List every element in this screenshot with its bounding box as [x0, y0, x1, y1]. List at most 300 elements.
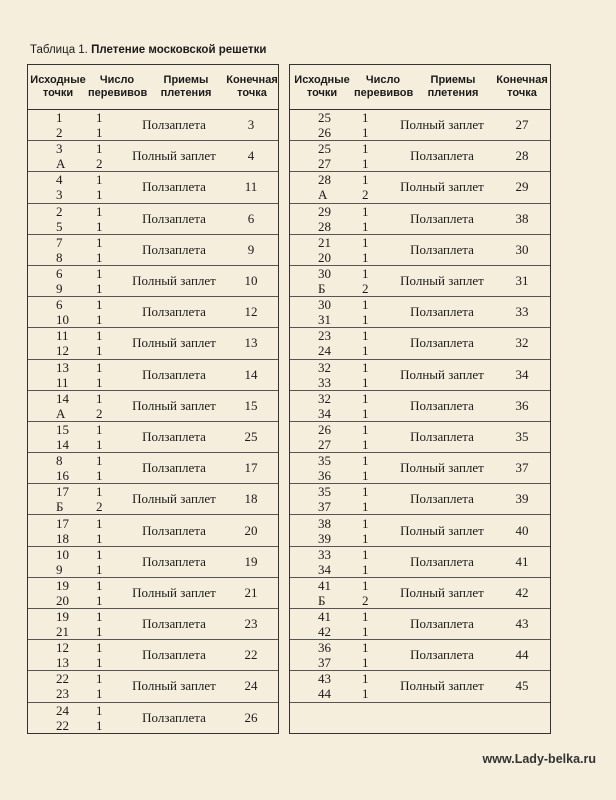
twist-count-cell: [350, 422, 390, 452]
start-point-1: 4: [56, 172, 63, 188]
twist-count-2: 1: [362, 125, 369, 141]
twist-count-cell: [350, 297, 390, 327]
end-point-cell: 41: [515, 553, 529, 569]
start-points-cell: [290, 360, 350, 390]
twist-count-cell: [350, 516, 390, 546]
start-points-cell: [28, 204, 84, 234]
start-point-2: 5: [56, 218, 63, 234]
twist-count-cell: [84, 204, 124, 234]
header-start-points: Исходные точки: [294, 74, 350, 99]
start-points-cell: [290, 266, 350, 296]
twist-count-1: 1: [96, 297, 103, 313]
twist-count-cell: [84, 141, 124, 171]
technique-cell: Ползаплета: [142, 179, 206, 195]
twist-count-1: 1: [96, 203, 103, 219]
twist-count-1: 1: [362, 640, 369, 656]
table-row: [290, 484, 550, 515]
table-row: [28, 515, 278, 546]
start-point-2: 10: [56, 312, 69, 328]
caption-prefix: Таблица 1.: [30, 44, 88, 56]
end-point-cell: 30: [515, 241, 529, 257]
end-point-cell: 14: [244, 366, 258, 382]
start-point-2: А: [318, 187, 328, 203]
start-point-2: 37: [318, 499, 331, 515]
twist-count-cell: [84, 703, 124, 733]
table-row: [290, 141, 550, 172]
technique-cell: Ползаплета: [410, 428, 474, 444]
start-points-cell: [28, 391, 84, 421]
twist-count-1: 1: [96, 515, 103, 531]
technique-cell: Ползаплета: [142, 428, 206, 444]
twist-count-1: 1: [96, 390, 103, 406]
start-point-1: 26: [318, 421, 331, 437]
start-point-1: 41: [318, 577, 331, 593]
start-points-cell: [290, 204, 350, 234]
end-point-cell: 31: [515, 273, 529, 289]
twist-count-1: 1: [362, 328, 369, 344]
table-row: [290, 235, 550, 266]
table-row: [28, 547, 278, 578]
end-point-cell: 21: [244, 584, 258, 600]
header-twist-count: Число перевивов: [354, 74, 414, 99]
twist-count-cell: [350, 235, 390, 265]
end-point-cell: 4: [247, 148, 255, 164]
start-point-2: 42: [318, 624, 331, 640]
end-point-cell: 44: [515, 647, 529, 663]
technique-cell: Полный заплет: [132, 491, 216, 507]
start-point-1: 13: [56, 359, 69, 375]
start-point-1: 29: [318, 203, 331, 219]
start-point-1: 7: [56, 234, 63, 250]
technique-cell: Ползаплета: [410, 335, 474, 351]
twist-count-cell: [350, 266, 390, 296]
table-row: [290, 422, 550, 453]
twist-count-2: 1: [362, 468, 369, 484]
start-points-cell: [290, 484, 350, 514]
table-row: [28, 297, 278, 328]
end-point-cell: 19: [244, 553, 258, 569]
twist-count-cell: [84, 328, 124, 358]
start-points-cell: [28, 671, 84, 701]
start-points-cell: [28, 516, 84, 546]
twist-count-1: 1: [96, 110, 103, 126]
twist-count-1: 1: [362, 515, 369, 531]
twist-count-1: 1: [362, 671, 369, 687]
start-points-cell: [28, 266, 84, 296]
technique-cell: Ползаплета: [142, 616, 206, 632]
twist-count-2: 1: [362, 374, 369, 390]
table-row: [290, 640, 550, 671]
start-point-1: 1: [56, 110, 63, 126]
end-point-cell: 24: [244, 678, 258, 694]
table-row: [28, 609, 278, 640]
twist-count-cell: [350, 360, 390, 390]
start-points-cell: [290, 328, 350, 358]
twist-count-cell: [350, 671, 390, 701]
start-points-cell: [290, 671, 350, 701]
start-point-1: 15: [56, 421, 69, 437]
technique-cell: Ползаплета: [142, 460, 206, 476]
start-points-cell: [28, 360, 84, 390]
technique-cell: Полный заплет: [400, 584, 484, 600]
start-points-cell: [28, 422, 84, 452]
twist-count-cell: [84, 578, 124, 608]
table-row: [28, 266, 278, 297]
start-points-cell: [290, 172, 350, 202]
start-points-cell: [290, 609, 350, 639]
end-point-cell: 29: [515, 179, 529, 195]
technique-cell: Ползаплета: [142, 647, 206, 663]
end-point-cell: 9: [247, 241, 255, 257]
start-point-2: 20: [318, 249, 331, 265]
twist-count-2: 1: [96, 686, 103, 702]
twist-count-cell: [84, 110, 124, 140]
table-left: [27, 64, 279, 734]
twist-count-cell: [350, 328, 390, 358]
table-row: [290, 609, 550, 640]
twist-count-2: 1: [362, 686, 369, 702]
twist-count-cell: [84, 297, 124, 327]
start-point-1: 30: [318, 266, 331, 282]
start-points-cell: [28, 141, 84, 171]
start-point-1: 17: [56, 484, 69, 500]
twist-count-1: 1: [96, 546, 103, 562]
start-point-1: 35: [318, 453, 331, 469]
header-technique: Приемы плетения: [427, 74, 479, 99]
start-point-1: 30: [318, 297, 331, 313]
technique-cell: Ползаплета: [410, 304, 474, 320]
start-point-2: 9: [56, 281, 63, 297]
twist-count-1: 1: [96, 577, 103, 593]
twist-count-cell: [84, 516, 124, 546]
twist-count-2: 1: [96, 717, 103, 733]
end-point-cell: 6: [247, 210, 255, 226]
twist-count-cell: [84, 172, 124, 202]
end-point-cell: 33: [515, 304, 529, 320]
start-point-1: 22: [56, 671, 69, 687]
twist-count-1: 1: [96, 453, 103, 469]
technique-cell: Полный заплет: [132, 335, 216, 351]
table-row: [28, 391, 278, 422]
twist-count-1: 1: [96, 702, 103, 718]
twist-count-cell: [84, 391, 124, 421]
start-points-cell: [290, 453, 350, 483]
table-row: [28, 172, 278, 203]
twist-count-2: 2: [96, 156, 103, 172]
start-point-1: 10: [56, 546, 69, 562]
end-point-cell: 37: [515, 460, 529, 476]
twist-count-2: 1: [362, 343, 369, 359]
start-point-1: 17: [56, 515, 69, 531]
table-right: [289, 64, 551, 734]
twist-count-1: 1: [96, 141, 103, 157]
header-start-points: Исходные точки: [30, 74, 86, 99]
start-point-1: 43: [318, 671, 331, 687]
start-point-1: 25: [318, 141, 331, 157]
table-row: [290, 671, 550, 702]
twist-count-cell: [350, 204, 390, 234]
table-row: [290, 204, 550, 235]
start-point-2: 31: [318, 312, 331, 328]
table-header: [28, 65, 278, 110]
technique-cell: Ползаплета: [142, 366, 206, 382]
header-technique: Приемы плетения: [160, 74, 212, 99]
start-point-2: 20: [56, 592, 69, 608]
start-point-2: 14: [56, 436, 69, 452]
twist-count-cell: [350, 640, 390, 670]
start-point-2: 13: [56, 655, 69, 671]
twist-count-2: 1: [96, 187, 103, 203]
technique-cell: Полный заплет: [400, 179, 484, 195]
technique-cell: Ползаплета: [142, 210, 206, 226]
table-row: [28, 640, 278, 671]
start-point-1: 32: [318, 390, 331, 406]
twist-count-1: 1: [96, 359, 103, 375]
start-points-cell: [28, 235, 84, 265]
twist-count-1: 1: [362, 266, 369, 282]
twist-count-2: 1: [96, 125, 103, 141]
start-points-cell: [28, 640, 84, 670]
twist-count-1: 1: [96, 266, 103, 282]
start-point-2: А: [56, 405, 66, 421]
table-row: [290, 453, 550, 484]
start-points-cell: [28, 110, 84, 140]
table-row: [28, 484, 278, 515]
twist-count-2: 1: [96, 561, 103, 577]
twist-count-2: 1: [96, 655, 103, 671]
twist-count-cell: [84, 547, 124, 577]
start-point-1: 35: [318, 484, 331, 500]
technique-cell: Ползаплета: [410, 491, 474, 507]
technique-cell: Ползаплета: [410, 647, 474, 663]
twist-count-1: 1: [362, 234, 369, 250]
technique-cell: Полный заплет: [400, 366, 484, 382]
start-point-1: 21: [318, 234, 331, 250]
technique-cell: Полный заплет: [132, 584, 216, 600]
end-point-cell: 32: [515, 335, 529, 351]
twist-count-2: 1: [96, 436, 103, 452]
start-points-cell: [28, 703, 84, 733]
twist-count-2: 2: [96, 405, 103, 421]
twist-count-cell: [350, 484, 390, 514]
twist-count-2: 1: [362, 530, 369, 546]
end-point-cell: 17: [244, 460, 258, 476]
twist-count-1: 1: [362, 453, 369, 469]
table-row: [28, 204, 278, 235]
start-point-1: 12: [56, 640, 69, 656]
twist-count-2: 1: [362, 156, 369, 172]
technique-cell: Полный заплет: [400, 117, 484, 133]
start-point-2: Б: [318, 281, 326, 297]
table-row: [290, 172, 550, 203]
table-row: [28, 328, 278, 359]
start-point-1: 11: [56, 328, 69, 344]
end-point-cell: 45: [515, 678, 529, 694]
end-point-cell: 36: [515, 397, 529, 413]
start-points-cell: [290, 235, 350, 265]
twist-count-2: 1: [362, 499, 369, 515]
table-caption: [30, 44, 266, 56]
start-point-2: 23: [56, 686, 69, 702]
start-points-cell: [290, 547, 350, 577]
start-points-cell: [28, 297, 84, 327]
end-point-cell: 3: [247, 117, 255, 133]
twist-count-2: 1: [96, 218, 103, 234]
technique-cell: Полный заплет: [132, 678, 216, 694]
twist-count-2: 1: [96, 374, 103, 390]
start-point-1: 28: [318, 172, 331, 188]
twist-count-1: 1: [362, 110, 369, 126]
start-point-1: 3: [56, 141, 63, 157]
twist-count-cell: [84, 453, 124, 483]
twist-count-1: 1: [96, 609, 103, 625]
start-points-cell: [290, 391, 350, 421]
start-point-1: 8: [56, 453, 63, 469]
start-point-2: Б: [318, 592, 326, 608]
technique-cell: Ползаплета: [410, 210, 474, 226]
twist-count-cell: [350, 578, 390, 608]
table-row: [290, 391, 550, 422]
twist-count-1: 1: [362, 141, 369, 157]
start-points-cell: [290, 297, 350, 327]
start-point-2: 11: [56, 374, 69, 390]
table-header: [290, 65, 550, 110]
twist-count-1: 1: [96, 640, 103, 656]
start-point-1: 24: [56, 702, 69, 718]
twist-count-2: 1: [96, 592, 103, 608]
end-point-cell: 23: [244, 616, 258, 632]
start-point-2: 2: [56, 125, 63, 141]
twist-count-1: 1: [362, 172, 369, 188]
start-point-1: 2: [56, 203, 63, 219]
table-row: [28, 671, 278, 702]
twist-count-2: 1: [96, 343, 103, 359]
start-points-cell: [28, 453, 84, 483]
end-point-cell: 43: [515, 616, 529, 632]
start-point-2: 9: [56, 561, 63, 577]
start-points-cell: [28, 547, 84, 577]
twist-count-cell: [350, 609, 390, 639]
start-point-2: 21: [56, 624, 69, 640]
end-point-cell: 11: [244, 179, 258, 195]
twist-count-cell: [84, 609, 124, 639]
twist-count-2: 1: [96, 624, 103, 640]
start-point-2: 39: [318, 530, 331, 546]
start-point-1: 32: [318, 359, 331, 375]
end-point-cell: 26: [244, 709, 258, 725]
start-point-2: 3: [56, 187, 63, 203]
table-row: [290, 110, 550, 141]
twist-count-cell: [350, 391, 390, 421]
table-row: [290, 515, 550, 546]
start-point-2: 28: [318, 218, 331, 234]
header-end-point: Конечная точка: [226, 74, 278, 99]
twist-count-cell: [84, 484, 124, 514]
end-point-cell: 10: [244, 273, 258, 289]
technique-cell: Полный заплет: [400, 522, 484, 538]
twist-count-2: 1: [362, 312, 369, 328]
table-row: [28, 141, 278, 172]
technique-cell: Ползаплета: [142, 117, 206, 133]
end-point-cell: 34: [515, 366, 529, 382]
start-point-2: Б: [56, 499, 64, 515]
start-point-2: 33: [318, 374, 331, 390]
start-point-2: 27: [318, 436, 331, 452]
twist-count-cell: [84, 360, 124, 390]
start-point-1: 14: [56, 390, 69, 406]
start-points-cell: [290, 578, 350, 608]
twist-count-2: 2: [362, 187, 369, 203]
start-point-2: 12: [56, 343, 69, 359]
table-row: [290, 297, 550, 328]
technique-cell: Ползаплета: [142, 709, 206, 725]
start-points-cell: [290, 110, 350, 140]
start-point-1: 19: [56, 577, 69, 593]
start-point-2: 27: [318, 156, 331, 172]
twist-count-cell: [84, 640, 124, 670]
caption-title: Плетение московской решетки: [91, 44, 267, 56]
start-point-2: 34: [318, 405, 331, 421]
end-point-cell: 22: [244, 647, 258, 663]
twist-count-cell: [350, 453, 390, 483]
start-points-cell: [290, 422, 350, 452]
start-point-2: 34: [318, 561, 331, 577]
end-point-cell: 28: [515, 148, 529, 164]
technique-cell: Полный заплет: [132, 397, 216, 413]
start-point-2: 26: [318, 125, 331, 141]
twist-count-1: 1: [362, 390, 369, 406]
end-point-cell: 13: [244, 335, 258, 351]
end-point-cell: 38: [515, 210, 529, 226]
twist-count-cell: [84, 671, 124, 701]
technique-cell: Полный заплет: [400, 273, 484, 289]
start-points-cell: [28, 578, 84, 608]
end-point-cell: 18: [244, 491, 258, 507]
twist-count-2: 1: [96, 468, 103, 484]
start-points-cell: [28, 484, 84, 514]
table-row: [290, 328, 550, 359]
table-row: [28, 360, 278, 391]
start-points-cell: [28, 172, 84, 202]
technique-cell: Полный заплет: [400, 460, 484, 476]
end-point-cell: 40: [515, 522, 529, 538]
table-body: [28, 110, 278, 733]
technique-cell: Ползаплета: [410, 397, 474, 413]
twist-count-1: 1: [96, 421, 103, 437]
website-url: www.Lady-belka.ru: [482, 752, 596, 766]
start-point-2: 44: [318, 686, 331, 702]
table-row: [290, 266, 550, 297]
technique-cell: Ползаплета: [410, 616, 474, 632]
end-point-cell: 15: [244, 397, 258, 413]
twist-count-2: 1: [362, 218, 369, 234]
end-point-cell: 12: [244, 304, 258, 320]
end-point-cell: 20: [244, 522, 258, 538]
technique-cell: Ползаплета: [142, 522, 206, 538]
technique-cell: Полный заплет: [400, 678, 484, 694]
technique-cell: Полный заплет: [132, 148, 216, 164]
start-point-1: 19: [56, 609, 69, 625]
start-points-cell: [290, 141, 350, 171]
twist-count-2: 2: [362, 281, 369, 297]
start-point-1: 23: [318, 328, 331, 344]
start-point-2: 37: [318, 655, 331, 671]
start-point-1: 6: [56, 266, 63, 282]
start-point-1: 38: [318, 515, 331, 531]
twist-count-1: 1: [96, 172, 103, 188]
twist-count-2: 1: [362, 436, 369, 452]
twist-count-2: 1: [96, 312, 103, 328]
